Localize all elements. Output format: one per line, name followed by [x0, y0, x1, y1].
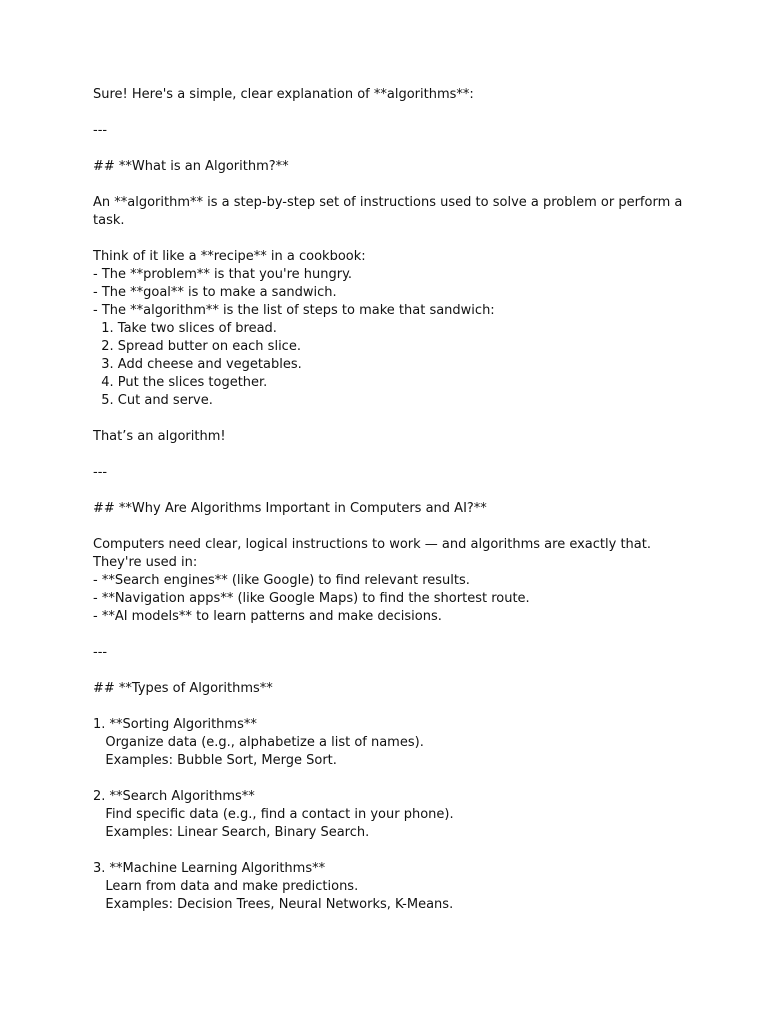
text-line: Examples: Decision Trees, Neural Networks, K-Means.	[93, 897, 454, 912]
numbered-item: 2. Spread butter on each slice.	[93, 339, 301, 354]
blank-line	[93, 698, 683, 716]
section-heading: ## **Why Are Algorithms Important in Computers and AI?**	[93, 501, 487, 516]
blank-line	[93, 770, 683, 788]
horizontal-rule-marker: ---	[93, 645, 108, 660]
section-heading: ## **What is an Algorithm?**	[93, 159, 289, 174]
blank-line	[93, 410, 683, 428]
text-line: Think of it like a **recipe** in a cookbook:	[93, 249, 366, 264]
bullet-item: - The **goal** is to make a sandwich.	[93, 285, 337, 300]
document-page	[93, 86, 687, 914]
text-line: Learn from data and make predictions.	[93, 879, 359, 894]
text-line: Examples: Bubble Sort, Merge Sort.	[93, 753, 337, 768]
text-line: Computers need clear, logical instructions to work — and algorithms are exactly that.	[93, 537, 651, 552]
blank-line	[93, 230, 683, 248]
bullet-item: - **AI models** to learn patterns and make decisions.	[93, 609, 442, 624]
blank-line	[93, 842, 683, 860]
section-heading: ## **Types of Algorithms**	[93, 681, 273, 696]
blank-line	[93, 662, 683, 680]
blank-line	[93, 518, 683, 536]
bullet-item: - **Search engines** (like Google) to find relevant results.	[93, 573, 470, 588]
bullet-item: - **Navigation apps** (like Google Maps) to find the shortest route.	[93, 591, 530, 606]
text-line: Organize data (e.g., alphabetize a list of names).	[93, 735, 424, 750]
blank-line	[93, 104, 683, 122]
numbered-item: 1. Take two slices of bread.	[93, 321, 277, 336]
numbered-item: 3. Add cheese and vegetables.	[93, 357, 302, 372]
bullet-item: - The **algorithm** is the list of steps to make that sandwich:	[93, 303, 495, 318]
text-line: An **algorithm** is a step-by-step set of instructions used to solve a problem or perform a task.	[93, 195, 687, 228]
text-line: They're used in:	[93, 555, 198, 570]
blank-line	[93, 482, 683, 500]
numbered-item: 2. **Search Algorithms**	[93, 789, 255, 804]
text-line: Sure! Here's a simple, clear explanation of **algorithms**:	[93, 87, 474, 102]
numbered-item: 1. **Sorting Algorithms**	[93, 717, 257, 732]
numbered-item: 4. Put the slices together.	[93, 375, 268, 390]
text-line: That’s an algorithm!	[93, 429, 226, 444]
blank-line	[93, 140, 683, 158]
bullet-item: - The **problem** is that you're hungry.	[93, 267, 353, 282]
horizontal-rule-marker: ---	[93, 123, 108, 138]
blank-line	[93, 446, 683, 464]
text-line: Examples: Linear Search, Binary Search.	[93, 825, 370, 840]
numbered-item: 5. Cut and serve.	[93, 393, 213, 408]
text-line: Find specific data (e.g., find a contact in your phone).	[93, 807, 454, 822]
blank-line	[93, 176, 683, 194]
horizontal-rule-marker: ---	[93, 465, 108, 480]
numbered-item: 3. **Machine Learning Algorithms**	[93, 861, 326, 876]
blank-line	[93, 626, 683, 644]
